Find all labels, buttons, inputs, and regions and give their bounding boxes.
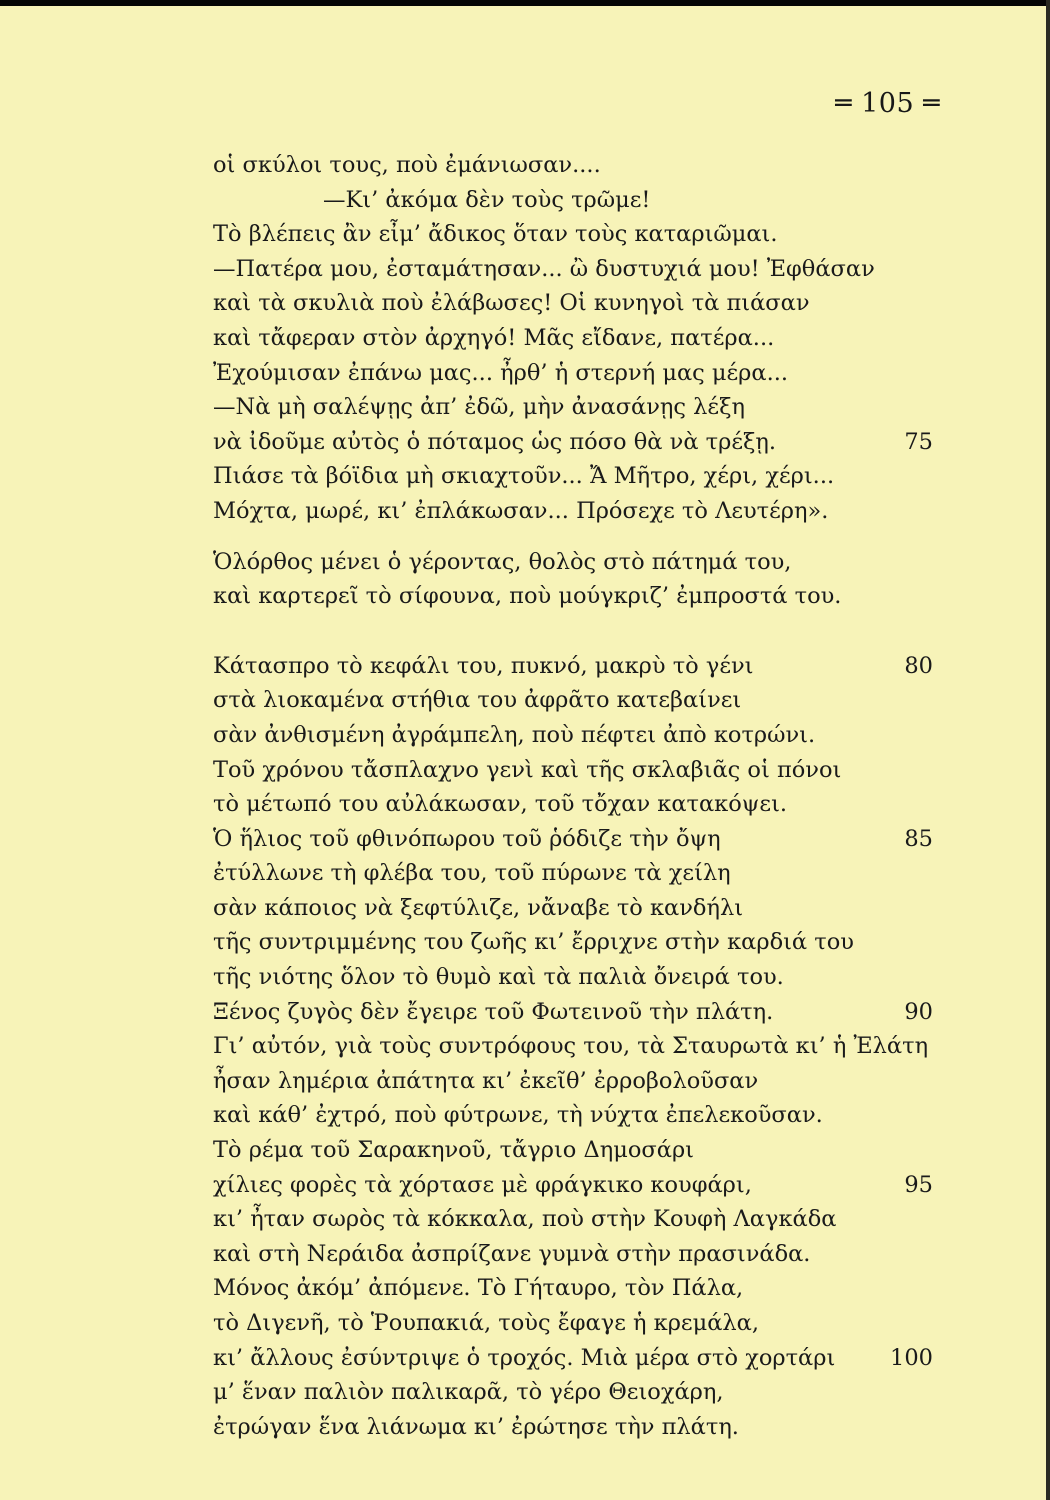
poem-line: οἱ σκύλοι τους, ποὺ ἐμάνιωσαν.... (213, 152, 601, 178)
scan-right-border (1046, 0, 1050, 1500)
poem-line: Ὁλόρθος μένει ὁ γέροντας, θολὸς στὸ πάτημά του, (213, 548, 792, 575)
poem-line: Ξένος ζυγὸς δὲν ἔγειρε τοῦ Φωτεινοῦ τὴν πλάτη. 90 (213, 995, 953, 1030)
poem-line: Τὸ ρέμα τοῦ Σαρακηνοῦ, τἄγριο Δημοσάρι (213, 1137, 694, 1164)
book-page (0, 6, 1046, 1500)
poem-line: μ’ ἕναν παλιὸν παλικαρᾶ, τὸ γέρο Θειοχάρη, (213, 1379, 724, 1406)
poem-line: Κάτασπρο τὸ κεφάλι του, πυκνό, μακρὺ τὸ γένι 80 (213, 649, 953, 684)
poem-line: σὰν κάποιος νὰ ξεφτύλιζε, νἄναβε τὸ κανδήλι (213, 894, 744, 921)
poem-line: Ὁ ἥλιος τοῦ φθινόπωρου τοῦ ῥόδιζε τὴν ὄψη 85 (213, 822, 953, 857)
poem-line: ἐτρώγαν ἕνα λιάνωμα κι’ ἐρώτησε τὴν πλάτη. (213, 1413, 739, 1440)
line-number: 90 (904, 998, 933, 1025)
poem-line: νὰ ἰδοῦμε αὐτὸς ὁ πόταμος ὡς πόσο θὰ νὰ τρέξῃ. 75 (213, 425, 953, 460)
poem-line: τῆς νιότης ὅλον τὸ θυμὸ καὶ τὰ παλιὰ ὄνειρά του. (213, 964, 784, 991)
page-number-header: ═ 105 ═ (835, 88, 940, 119)
poem-line: —Κι’ ἀκόμα δὲν τοὺς τρῶμε! (323, 186, 651, 213)
line-number: 100 (890, 1344, 933, 1371)
poem-line: χίλιες φορὲς τὰ χόρτασε μὲ φράγκικο κουφάρι, 95 (213, 1168, 953, 1203)
poem-line: τῆς συντριμμένης του ζωῆς κι’ ἔρριχνε στὴν καρδιά του (213, 929, 854, 956)
poem-line: —Πατέρα μου, ἐσταμάτησαν... ὢ δυστυχιά μου! Ἐφθάσαν (213, 255, 875, 282)
poem-line: κι’ ἄλλους ἐσύντριψε ὁ τροχός. Μιὰ μέρα στὸ χορτάρι 100 (213, 1341, 953, 1376)
poem-text-block (213, 148, 953, 1444)
poem-line: —Νὰ μὴ σαλέψῃς ἀπ’ ἐδῶ, μὴν ἀνασάνῃς λέξη (213, 394, 745, 421)
poem-line: Πιάσε τὰ βόϊδια μὴ σκιαχτοῦν... Ἄ Μῆτρο, χέρι, χέρι... (213, 463, 835, 490)
line-number: 85 (904, 825, 933, 852)
poem-line: Τοῦ χρόνου τἄσπλαχνο γενὶ καὶ τῆς σκλαβιᾶς οἱ πόνοι (213, 756, 842, 783)
poem-line: καὶ τἄφεραν στὸν ἀρχηγό! Μᾶς εἴδανε, πατέρα... (213, 324, 775, 351)
poem-line: καὶ τὰ σκυλιὰ ποὺ ἐλάβωσες! Οἱ κυνηγοὶ τὰ πιάσαν (213, 290, 810, 317)
poem-line: Ἐχούμισαν ἐπάνω μας... ἦρθ’ ἡ στερνή μας μέρα... (213, 359, 789, 386)
line-number: 95 (904, 1171, 933, 1198)
poem-line: σὰν ἀνθισμένη ἀγράμπελη, ποὺ πέφτει ἀπὸ κοτρώνι. (213, 721, 816, 748)
poem-line: στὰ λιοκαμένα στήθια του ἀφρᾶτο κατεβαίνει (213, 687, 742, 714)
line-number: 80 (904, 652, 933, 679)
poem-line: τὸ μέτωπό του αὐλάκωσαν, τοῦ τὄχαν κατακόψει. (213, 791, 788, 818)
line-number: 75 (904, 428, 933, 455)
poem-line: τὸ Διγενῆ, τὸ Ῥουπακιά, τοὺς ἔφαγε ἡ κρεμάλα, (213, 1310, 759, 1336)
poem-line: καὶ καρτερεῖ τὸ σίφουνα, ποὺ μούγκριζ’ ἐμπροστά του. (213, 583, 842, 610)
poem-line: ἦσαν λημέρια ἀπάτητα κι’ ἐκεῖθ’ ἐρροβολοῦσαν (213, 1067, 759, 1094)
poem-line: καὶ στὴ Νεράιδα ἀσπρίζανε γυμνὰ στὴν πρασινάδα. (213, 1240, 811, 1267)
poem-line: Μόχτα, μωρέ, κι’ ἐπλάκωσαν... Πρόσεχε τὸ Λευτέρη». (213, 497, 829, 524)
poem-line: Γι’ αὐτόν, γιὰ τοὺς συντρόφους του, τὰ Σταυρωτὰ κι’ ἡ Ἐλάτη (213, 1033, 929, 1060)
poem-line: Τὸ βλέπεις ἂν εἶμ’ ἄδικος ὅταν τοὺς καταριῶμαι. (213, 221, 778, 248)
poem-line: ἐτύλλωνε τὴ φλέβα του, τοῦ πύρωνε τὰ χείλη (213, 860, 731, 887)
poem-line: κι’ ἦταν σωρὸς τὰ κόκκαλα, ποὺ στὴν Κουφὴ Λαγκάδα (213, 1206, 837, 1233)
poem-line: καὶ κάθ’ ἐχτρό, ποὺ φύτρωνε, τὴ νύχτα ἐπελεκοῦσαν. (213, 1102, 823, 1129)
poem-line: Μόνος ἀκόμ’ ἀπόμενε. Τὸ Γήταυρο, τὸν Πάλα, (213, 1275, 744, 1302)
